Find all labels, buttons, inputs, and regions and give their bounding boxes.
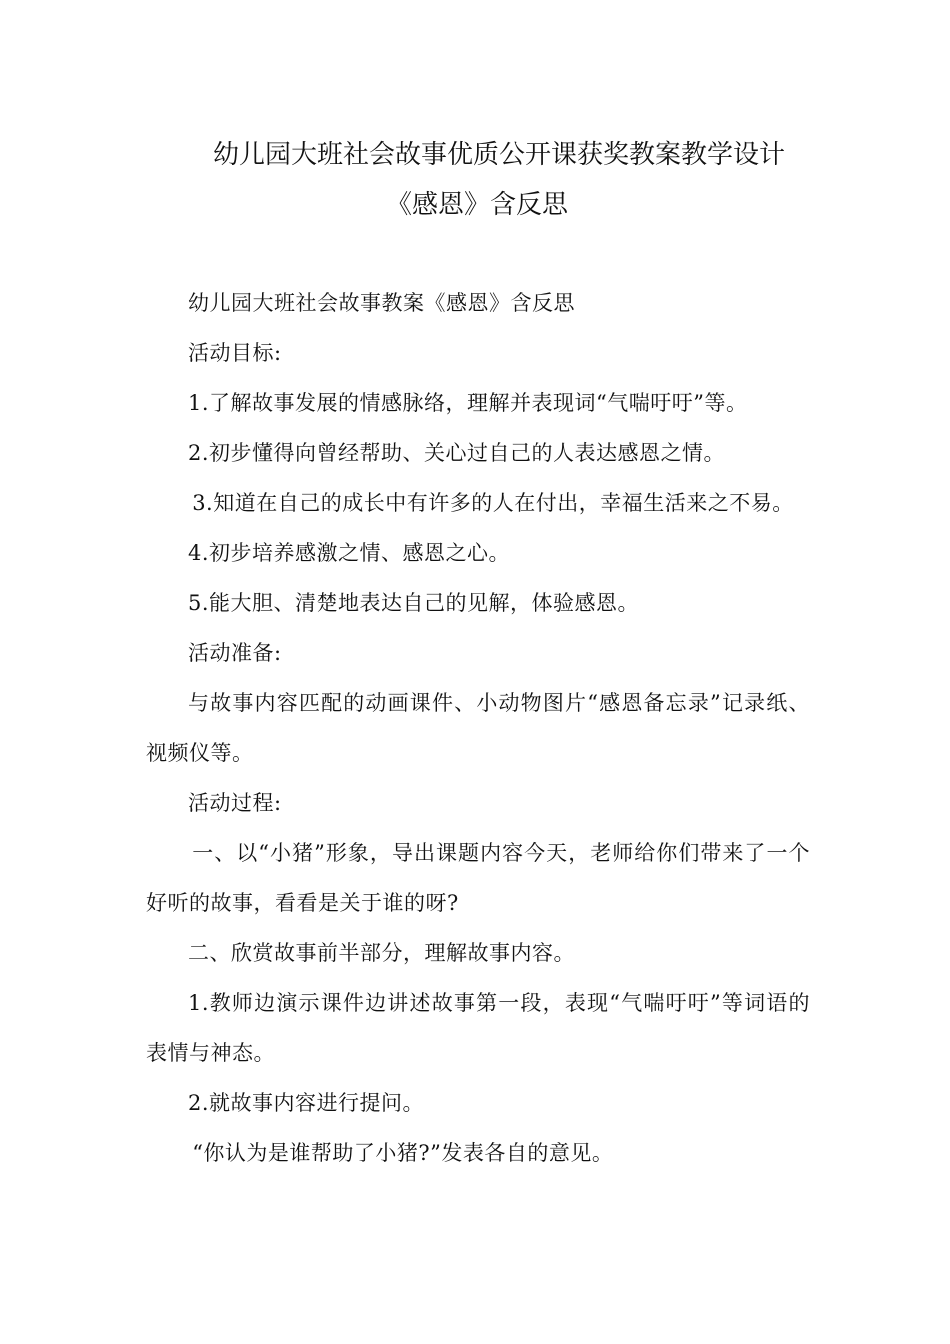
document-title-line-1: 幼儿园大班社会故事优质公开课获奖教案教学设计 (212, 140, 785, 170)
paragraph-subtitle: 幼儿园大班社会故事教案《感恩》含反思 (188, 291, 575, 315)
paragraph-goal-5: 5.能大胆、清楚地表达自己的见解，体验感恩。 (188, 591, 640, 615)
paragraph-preparation: 与故事内容匹配的动画课件、小动物图片“感恩备忘录”记录纸、视频仪等。 (146, 691, 810, 765)
paragraph-question: “你认为是谁帮助了小猪?”发表各自的意见。 (192, 1141, 614, 1165)
document-body (146, 278, 810, 1178)
paragraph-goal-3: 3.知道在自己的成长中有许多的人在付出，幸福生活来之不易。 (192, 491, 794, 515)
paragraph-goal-1: 1.了解故事发展的情感脉络，理解并表现词“气喘吁吁”等。 (188, 391, 748, 415)
document-title-line-2: 《感恩》含反思 (385, 190, 568, 220)
paragraph-process-step-1: 一、以“小猪”形象，导出课题内容今天，老师给你们带来了一个好听的故事，看看是关于谁的呀? (146, 841, 810, 915)
paragraph-process-step-2-1: 1.教师边演示课件边讲述故事第一段，表现“气喘吁吁”等词语的表情与神态。 (146, 991, 810, 1065)
paragraph-goal-4: 4.初步培养感激之情、感恩之心。 (188, 541, 511, 565)
paragraph-preparation-heading: 活动准备: (188, 641, 282, 665)
paragraph-process-heading: 活动过程: (188, 791, 282, 815)
paragraph-goal-2: 2.初步懂得向曾经帮助、关心过自己的人表达感恩之情。 (188, 441, 726, 465)
paragraph-process-step-2-2: 2.就故事内容进行提问。 (188, 1091, 425, 1115)
paragraph-goals-heading: 活动目标: (188, 341, 282, 365)
paragraph-process-step-2: 二、欣赏故事前半部分，理解故事内容。 (188, 941, 575, 965)
